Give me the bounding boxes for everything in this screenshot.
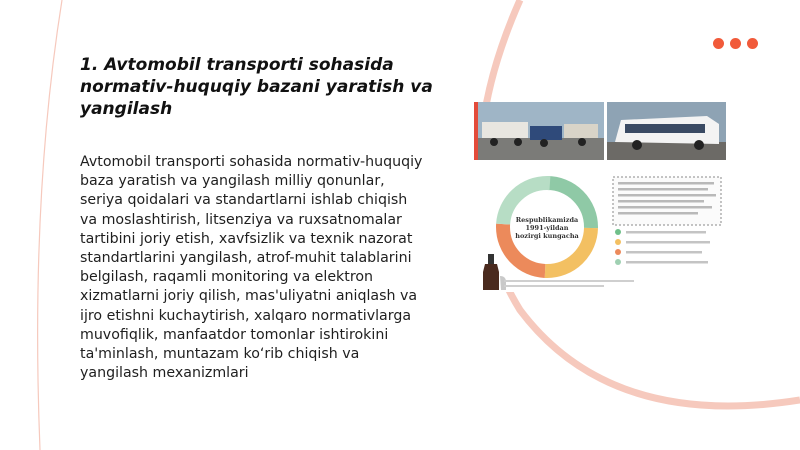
road-construction-photo (474, 102, 604, 160)
infographic-image (474, 102, 726, 292)
donut-text-3: hozirgi kungacha (515, 232, 579, 240)
dot (730, 38, 741, 49)
dot (713, 38, 724, 49)
legend-list-graphic (612, 226, 724, 276)
donut-text-1: Respublikamizda (515, 216, 579, 224)
dot (747, 38, 758, 49)
donut-text-2: 1991-yildan (525, 224, 569, 232)
caption-strip (504, 278, 644, 290)
slide-title: 1. Avtomobil transporti sohasida normativ-huquqiy bazani yaratish va yangilash (80, 55, 433, 119)
bus-photo (607, 102, 726, 160)
menu-dots-icon[interactable] (713, 38, 758, 49)
slide-body-text: Avtomobil transporti sohasida normativ-huquqiy baza yaratish va yangilash milliy qonunlar, seriya qoidalari va standartlarni ishlab chiqish va moslashtirish, litsenziya va ruxsatnomalar tartibini joriy etish, xavfsizlik va texnik nazorat standartlarini yangilash, atrof-muhit talablarini belgilash, raqamli monitoring va elektron xizmatlarni joriy qilish, mas'uliyatni aniqlash va ijro etishni kuchaytirish, xalqaro normativlarga muvofiqlik, manfaatdor tomonlar ishtirokini ta'minlash, muntazam ko‘rib chiqish va yangilash mexanizmlari (80, 154, 423, 382)
